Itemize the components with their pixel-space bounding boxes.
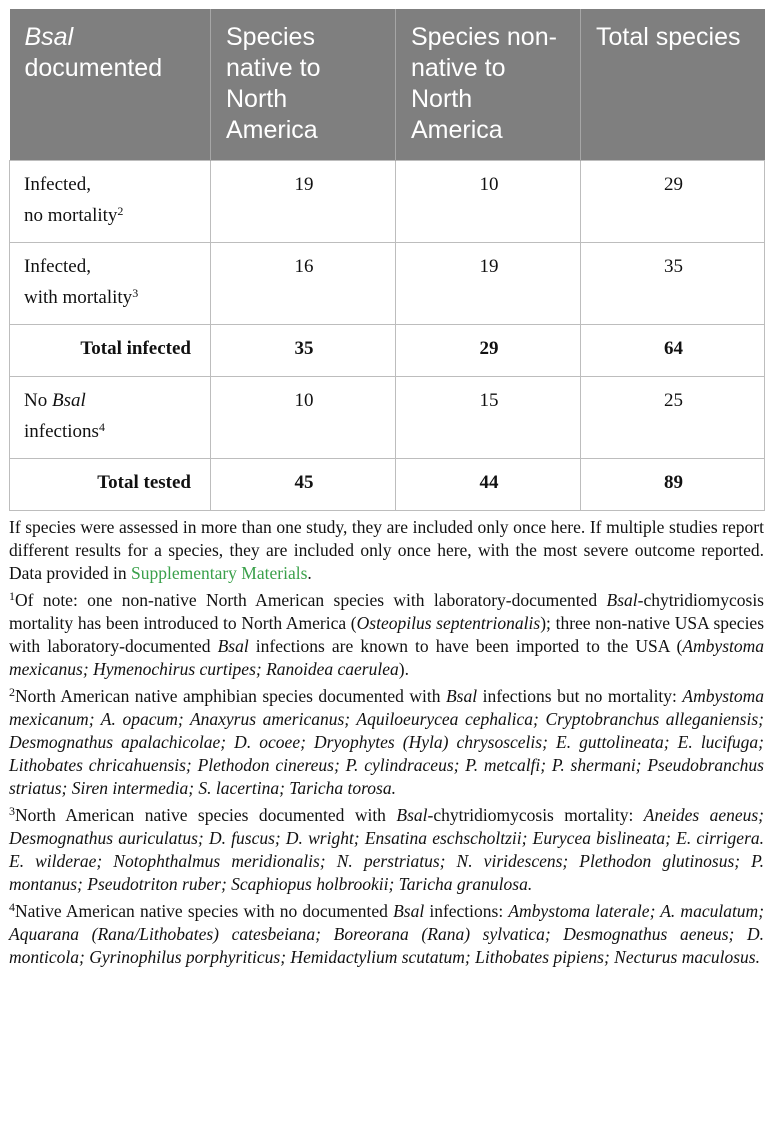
row-label: Infected, with mortality$^3$ (10, 243, 211, 325)
cell-native: 16 (211, 243, 396, 325)
footnote-4: $^4$Native American native species with no documented Bsal infections: Ambystoma laterale; A. maculatum; Aquarana (Rana/Lithobates) catesbeiana; Boreorana (Rana) sylvatica; Desmognathus aeneus; D. monticola; Gyrinophilus porphyriticus; Hemidactylium scutatum; Lithobates pipiens; Necturus maculosus. (9, 900, 765, 967)
cell-total: 89 (581, 459, 765, 511)
cell-non-native: 19 (396, 243, 581, 325)
table-row-total-infected (10, 325, 765, 377)
footnote-3: $^3$North American native species documented with Bsal-chytridiomycosis mortality: Aneides aeneus; Desmognathus auriculatus; D. fuscus; D. wright; Ensatina eschscholtzii; Eurycea bislineata; E. cirrigera. E. wilderae; Notophthalmus meridionalis; N. perstriatus; N. viridescens; Plethodon glutinosus; P. montanus; Pseudotriton ruber; Scaphiopus holbrookii; Taricha granulosa. (9, 804, 765, 894)
cell-native: 35 (211, 325, 396, 377)
cell-non-native: 29 (396, 325, 581, 377)
data-table (9, 9, 765, 511)
footnote-2: $^2$North American native amphibian species documented with Bsal infections but no mortality: Ambystoma mexicanum; A. opacum; Anaxyrus americanus; Aquiloeurycea cephalica; Cryptobranchus alleganiensis; Desmognathus apalachicolae; D. ocoee; Dryophytes (Hyla) chrysoscelis; E. guttolineata; E. lucifuga; Lithobates chricahuensis; Plethodon cinereus; P. cylindraceus; P. metcalfi; P. shermani; Pseudobranchus striatus; Siren intermedia; S. lacertina; Taricha torosa. (9, 685, 765, 798)
table-row (10, 161, 765, 243)
row-label: Total infected (10, 325, 211, 377)
header-native: Species native to North America (211, 9, 396, 161)
header-bsal-documented: Bsal documented (10, 9, 211, 161)
table-row-total-tested (10, 459, 765, 511)
general-note: If species were assessed in more than one study, they are included only once here. If multiple studies report different results for a species, they are included only once here, with the most severe outcome reported. Data provided in Supplementary Materials. (9, 517, 764, 583)
footnote-1: $^1$Of note: one non-native North American species with laboratory-documented Bsal-chytridiomycosis mortality has been introduced to North America (Osteopilus septentrionalis); three non-native USA species with laboratory-documented Bsal infections are known to have been imported to the USA (Ambystoma mexicanus; Hymenochirus curtipes; Ranoidea caerulea). (9, 589, 765, 679)
table-row (10, 243, 765, 325)
row-label: Total tested (10, 459, 211, 511)
header-row (10, 9, 765, 161)
cell-total: 35 (581, 243, 765, 325)
row-label: Infected, no mortality$^2$ (10, 161, 211, 243)
cell-native: 10 (211, 377, 396, 459)
cell-non-native: 44 (396, 459, 581, 511)
table-footnotes (9, 516, 764, 969)
cell-total: 29 (581, 161, 765, 243)
cell-non-native: 10 (396, 161, 581, 243)
row-label: No Bsal infections$^4$ (10, 377, 211, 459)
table-row (10, 377, 765, 459)
cell-native: 19 (211, 161, 396, 243)
cell-non-native: 15 (396, 377, 581, 459)
cell-native: 45 (211, 459, 396, 511)
cell-total: 64 (581, 325, 765, 377)
cell-total: 25 (581, 377, 765, 459)
table-wrapper (9, 9, 764, 969)
header-non-native: Species non-native to North America (396, 9, 581, 161)
supplementary-link[interactable]: Supplementary Materials (130, 563, 308, 583)
header-total-species: Total species (581, 9, 765, 161)
